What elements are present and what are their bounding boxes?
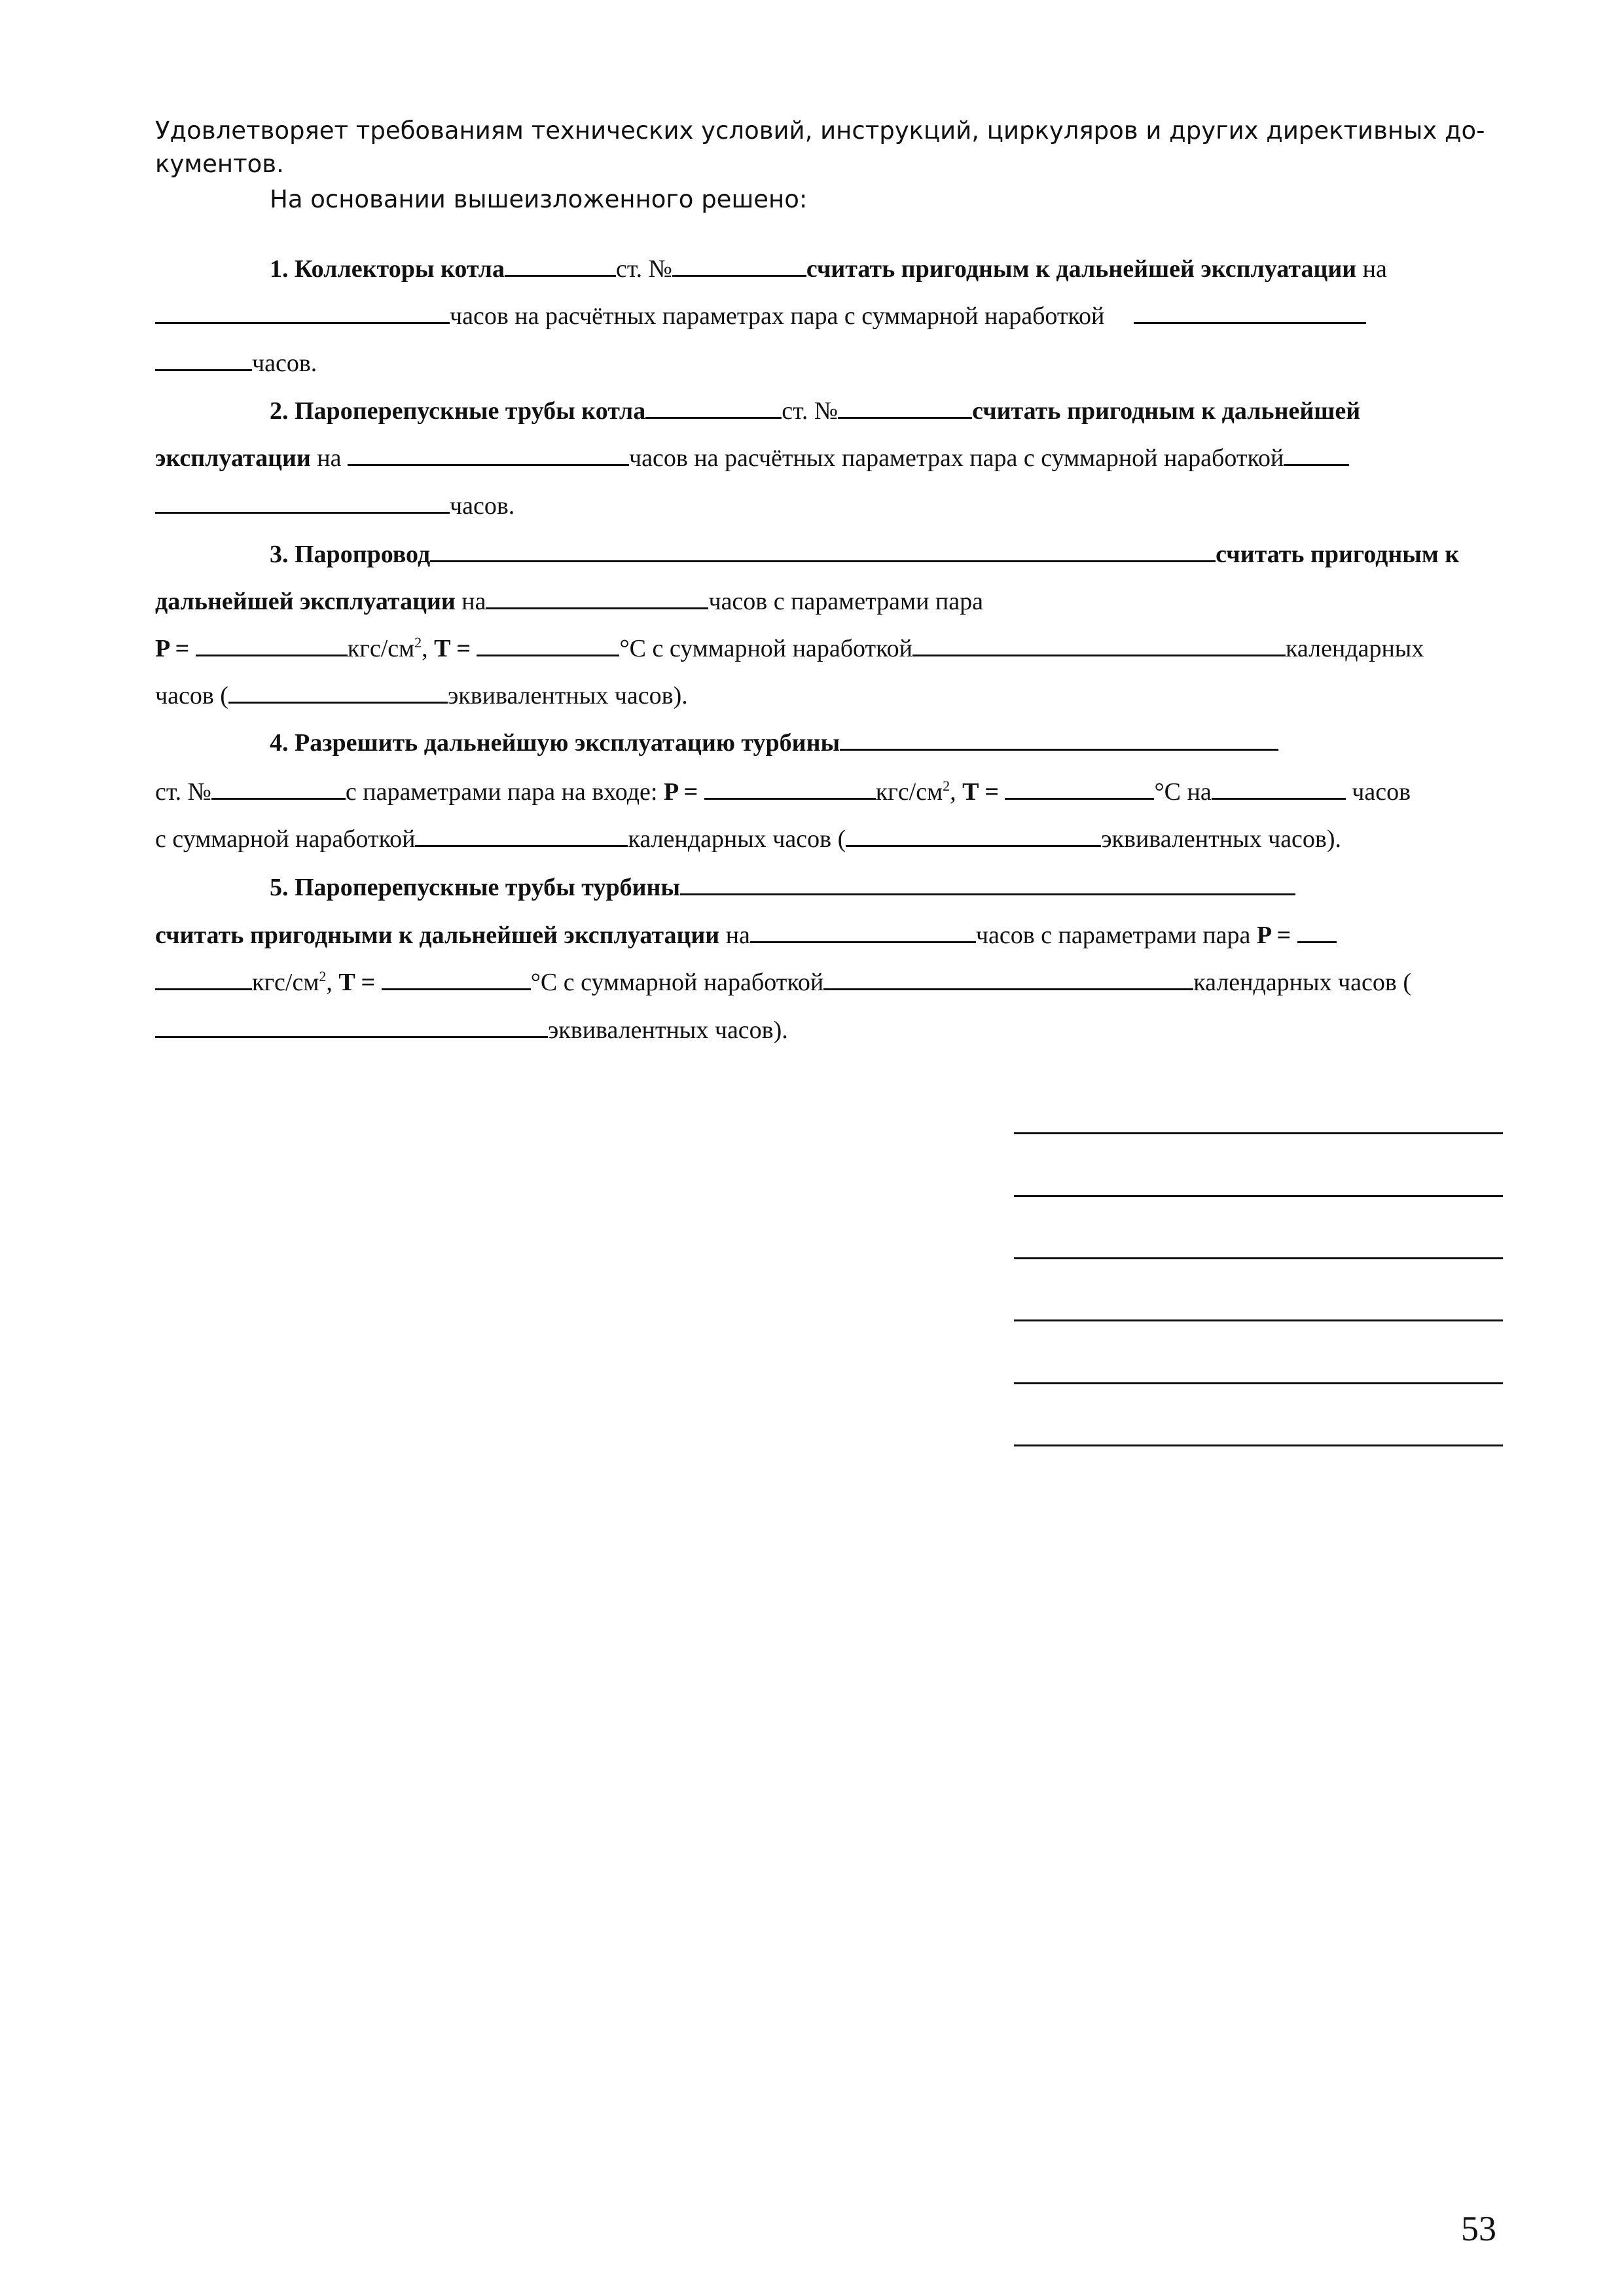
item-3-pressure-field[interactable]	[196, 632, 348, 656]
item-2-hours-field[interactable]	[348, 442, 629, 466]
item-5-line-4: эквивалентных часов).	[155, 1014, 1500, 1047]
item-1-title: 1. Коллекторы котла	[270, 255, 505, 283]
intro-line-2: кументов.	[155, 152, 284, 178]
item-5-line-2: считать пригодными к дальнейшей эксплуатации на часов с параметрами пара P =	[155, 919, 1500, 952]
item-4-pressure-field[interactable]	[704, 776, 876, 800]
item-5-equivalent-field[interactable]	[155, 1014, 548, 1038]
item-1-total-hours-field-a[interactable]	[1134, 300, 1366, 324]
turbine-bypass-pipes-field[interactable]	[680, 871, 1295, 895]
boiler-collectors-field[interactable]	[505, 253, 616, 277]
item-3-hours-field[interactable]	[486, 585, 708, 609]
item-1-hours-field[interactable]	[155, 300, 450, 324]
item-2-line-3: часов.	[155, 490, 1500, 522]
item-5-pressure-field-a[interactable]	[1297, 919, 1337, 943]
item-3-total-calendar-field[interactable]	[912, 632, 1286, 656]
item-2-line-2: эксплуатации на часов на расчётных параметрах пара с суммарной наработкой	[155, 442, 1500, 475]
item-3-line-4: часов ( эквивалентных часов).	[155, 679, 1500, 712]
item-2-total-hours-field-a[interactable]	[1284, 442, 1349, 466]
item-1-total-hours-field-b[interactable]	[155, 347, 252, 371]
signature-line-1[interactable]	[1014, 1132, 1503, 1134]
item-2-total-hours-field-b[interactable]	[155, 490, 450, 514]
turbine-field[interactable]	[840, 726, 1278, 751]
intro-decided: На основании вышеизложенного решено:	[270, 187, 808, 213]
item-3-line-1: 3. Паропровод считать пригодным к	[270, 538, 1500, 571]
item-2-title: 2. Пароперепускные трубы котла	[270, 397, 646, 425]
signature-line-6[interactable]	[1014, 1444, 1503, 1446]
item-3-title: 3. Паропровод	[270, 541, 431, 568]
item-2-line-1: 2. Пароперепускные трубы котла ст. № считать пригодным к дальнейшей	[270, 395, 1500, 427]
item-1-line-2: часов на расчётных параметрах пара с суммарной наработкой	[155, 300, 1500, 332]
item-4-hours-field[interactable]	[1212, 776, 1346, 800]
item-4-total-calendar-field[interactable]	[415, 823, 628, 847]
item-5-pressure-field-b[interactable]	[155, 966, 252, 990]
item-4-line-1	[270, 726, 1500, 759]
signature-line-5[interactable]	[1014, 1382, 1503, 1384]
item-4-equivalent-field[interactable]	[846, 823, 1101, 847]
item-5-title: 5. Пароперепускные трубы турбины	[270, 874, 681, 901]
item-3-equivalent-field[interactable]	[228, 679, 448, 704]
signature-line-3[interactable]	[1014, 1257, 1503, 1259]
page-number: 53	[1461, 2209, 1496, 2248]
item-5-line-1	[270, 871, 1500, 904]
item-5-line-3: кгс/$см^2$, T = °C с суммарной наработкой календарных часов (	[155, 966, 1500, 999]
item-5-temperature-field[interactable]	[382, 966, 531, 990]
item-4-title: 4. Разрешить дальнейшую эксплуатацию турбины	[270, 729, 840, 757]
item-4-line-2: ст. № с параметрами пара на входе: P = кгс/$см^2$, T = °C на часов	[155, 776, 1500, 808]
intro-line-1: Удовлетворяет требованиям технических условий, инструкций, циркуляров и других директивных до-	[155, 118, 1485, 145]
item-3-line-2: дальнейшей эксплуатации на часов с параметрами пара	[155, 585, 1500, 618]
item-2-st-no-field[interactable]	[838, 395, 972, 419]
item-1-st-no-field[interactable]	[672, 253, 806, 277]
item-5-total-calendar-field[interactable]	[823, 966, 1193, 990]
item-4-st-no-field[interactable]	[211, 776, 346, 800]
signature-line-2[interactable]	[1014, 1195, 1503, 1197]
item-4-temperature-field[interactable]	[1005, 776, 1154, 800]
boiler-bypass-pipes-field[interactable]	[645, 395, 782, 419]
item-3-line-3: P = кгс/$см^2$, T = °C с суммарной наработкой календарных	[155, 632, 1500, 665]
item-1-line-1: 1. Коллекторы котла ст. № считать пригодным к дальнейшей эксплуатации на	[270, 253, 1500, 285]
steam-pipeline-field[interactable]	[430, 538, 1216, 562]
item-4-line-3: с суммарной наработкой календарных часов ( эквивалентных часов).	[155, 823, 1500, 855]
item-5-hours-field[interactable]	[750, 919, 976, 943]
signature-line-4[interactable]	[1014, 1319, 1503, 1321]
item-1-line-3: часов.	[155, 347, 1500, 380]
item-3-temperature-field[interactable]	[477, 632, 619, 656]
